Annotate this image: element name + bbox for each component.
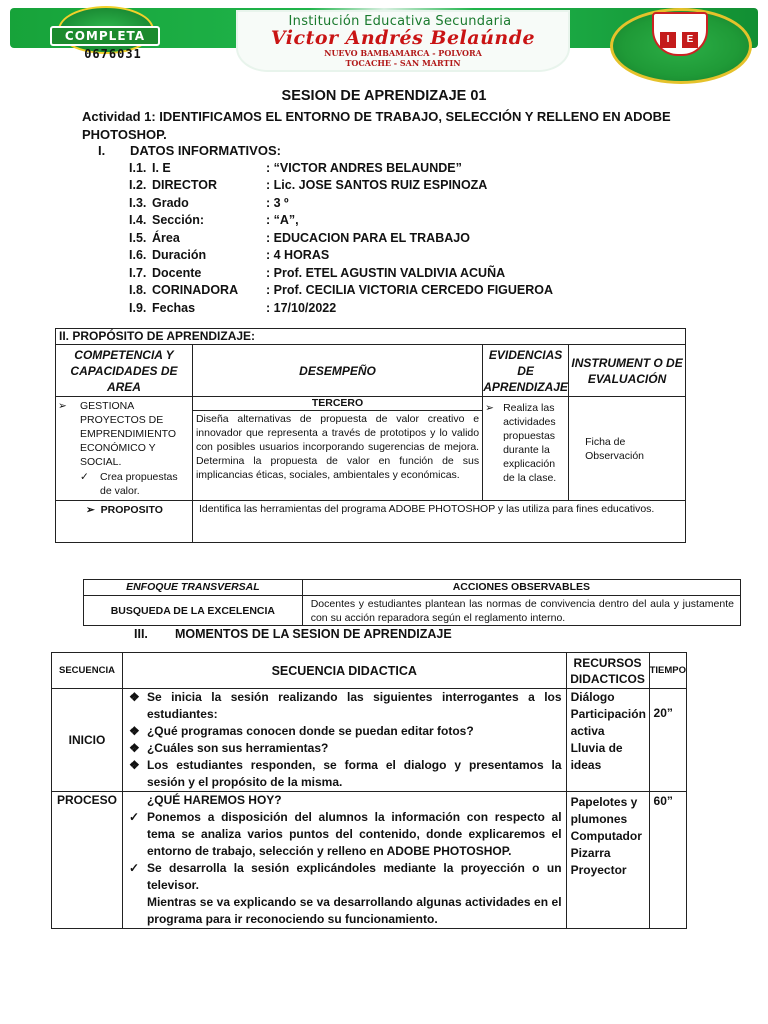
crest-letter-i: I bbox=[660, 32, 676, 48]
proceso-recursos: Papelotes y plumones Computador Pizarra Proyector bbox=[566, 792, 649, 929]
session-title: SESION DE APRENDIZAJE 01 bbox=[281, 88, 487, 104]
arrow-bullet-icon: ➢ bbox=[86, 504, 95, 516]
grade-label: TERCERO bbox=[193, 397, 482, 411]
evidencia-text: Realiza las actividades propuestas durante la explicación de la clase. bbox=[503, 402, 557, 484]
purpose-table bbox=[55, 328, 686, 543]
header-acciones: ACCIONES OBSERVABLES bbox=[302, 580, 740, 596]
arrow-bullet-icon: ➢ bbox=[485, 402, 494, 414]
competencia-main: GESTIONA PROYECTOS DE EMPRENDIMIENTO ECONÓMICO Y SOCIAL. bbox=[80, 400, 177, 468]
proposito-text: Identifica las herramientas del programa ADOBE PHOTOSHOP y las utiliza para fines educativos. bbox=[192, 501, 685, 543]
proposito-label: PROPOSITO bbox=[100, 504, 163, 516]
inicio-recursos: Diálogo Participación activa Lluvia de ideas bbox=[566, 689, 649, 792]
enfoque-table bbox=[83, 579, 741, 626]
header-tiempo: TIEMPO bbox=[649, 653, 686, 689]
header-instrumento: INSTRUMENT O DE EVALUACIÓN bbox=[569, 345, 686, 397]
check-icon: ✓ bbox=[128, 810, 140, 824]
header-recursos: RECURSOS DIDACTICOS bbox=[566, 653, 649, 689]
header-competencia: COMPETENCIA Y CAPACIDADES DE AREA bbox=[56, 345, 193, 397]
diamond-bullet-icon: ❖ bbox=[128, 690, 140, 704]
institution-name: Victor Andrés Belaúnde bbox=[270, 27, 536, 49]
inicio-label: INICIO bbox=[52, 689, 123, 792]
activity-title: Actividad 1: IDENTIFICAMOS EL ENTORNO DE TRABAJO, SELECCIÓN Y RELLENO EN ADOBE PHOTOSHOP. bbox=[82, 109, 671, 142]
inicio-tiempo: 20” bbox=[649, 689, 686, 792]
competencia-cell bbox=[56, 397, 193, 501]
header-desempeno: DESEMPEÑO bbox=[192, 345, 482, 397]
section-3-title: MOMENTOS DE LA SESION DE APRENDIZAJE bbox=[175, 627, 452, 641]
list-item: ❖ Los estudiantes responden, se forma el dialogo y presentamos la sesión y el propósito de la misma. bbox=[128, 758, 562, 789]
list-item: ✓ Se desarrolla la sesión explicándoles mediante la proyección o un televisor. bbox=[128, 861, 562, 892]
check-icon: ✓ bbox=[128, 861, 140, 875]
left-logo-badge: COMPLETA bbox=[50, 26, 160, 46]
list-item: ❖ ¿Qué programas conocen donde se puedan editar fotos? bbox=[128, 724, 474, 738]
desempeno-text: Diseña alternativas de propuesta de valor creativo e innovador que representa a través de prototipos y lo valido con posibles usuarios incorporando sugerencias de mejora. Determina la propuesta de valor en función de sus implicancias éticas, sociales, ambientales y económicas. bbox=[195, 413, 480, 481]
diamond-bullet-icon: ❖ bbox=[128, 758, 140, 772]
instrumento-text: Ficha de Observación bbox=[585, 435, 645, 462]
instrumento-cell bbox=[569, 397, 686, 501]
section-1-title: DATOS INFORMATIVOS: bbox=[130, 143, 281, 158]
institution-address-2: TOCACHE - SAN MARTIN bbox=[345, 58, 461, 68]
header-didactica: SECUENCIA DIDACTICA bbox=[122, 653, 566, 689]
institution-type: Institución Educativa Secundaria bbox=[288, 14, 512, 29]
proceso-tiempo: 60” bbox=[649, 792, 686, 929]
diamond-bullet-icon: ❖ bbox=[128, 724, 140, 738]
institution-address-1: NUEVO BAMBAMARCA - POLVORA bbox=[324, 48, 482, 58]
proceso-extra: Mientras se va explicando se va desarrollando algunas actividades en el programa para ir reconociendo su funcionamiento. bbox=[146, 895, 562, 926]
header-evidencias: EVIDENCIAS DE APRENDIZAJE bbox=[483, 345, 569, 397]
evidencia-cell bbox=[483, 397, 569, 501]
crest-letter-e: E bbox=[682, 32, 698, 48]
desempeno-cell bbox=[192, 397, 482, 501]
proposito-label-cell bbox=[56, 501, 193, 543]
proceso-cell bbox=[122, 792, 566, 929]
school-code: 0676031 bbox=[84, 47, 142, 61]
enfoque-text: Docentes y estudiantes plantean las normas de convivencia dentro del aula y justamente con su acción reparadora según el reglamento interno. bbox=[302, 596, 740, 626]
purpose-section-title: II. PROPÓSITO DE APRENDIZAJE: bbox=[56, 329, 686, 345]
competencia-sub: Crea propuestas de valor. bbox=[100, 471, 178, 497]
list-item: ✓ Ponemos a disposición del alumnos la información con respecto al tema se analiza varios puntos del contenido, donde explicaremos el entorno de trabajo, selección y relleno en ADOBE PHOTOSHOP. bbox=[128, 810, 562, 858]
diamond-bullet-icon: ❖ bbox=[128, 741, 140, 755]
arrow-bullet-icon: ➢ bbox=[58, 400, 67, 412]
inicio-cell bbox=[122, 689, 566, 792]
moments-table bbox=[51, 652, 687, 929]
check-icon: ✓ bbox=[80, 471, 89, 483]
proceso-label: PROCESO bbox=[52, 792, 123, 929]
list-item: ❖ ¿Cuáles son sus herramientas? bbox=[128, 741, 329, 755]
header-secuencia: SECUENCIA bbox=[52, 653, 123, 689]
section-1-number: I. bbox=[98, 143, 106, 158]
section-3-number: III. bbox=[134, 627, 148, 641]
list-item: ❖ Se inicia la sesión realizando las siguientes interrogantes a los estudiantes: bbox=[128, 690, 562, 721]
proceso-heading: ¿QUÉ HAREMOS HOY? bbox=[146, 793, 282, 807]
enfoque-name: BUSQUEDA DE LA EXCELENCIA bbox=[84, 596, 303, 626]
header-enfoque: ENFOQUE TRANSVERSAL bbox=[84, 580, 303, 596]
